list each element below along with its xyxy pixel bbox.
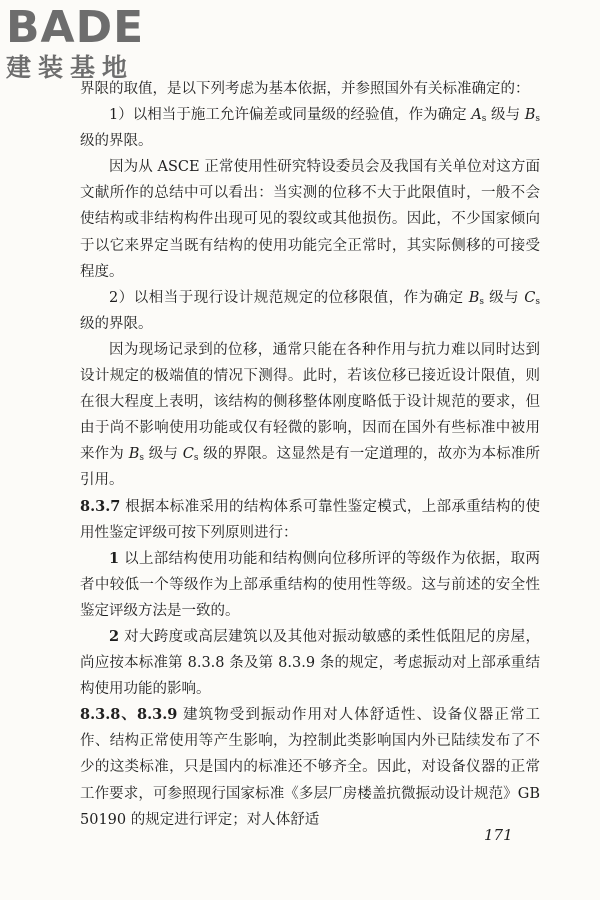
paragraph-item-2: 2）以相当于现行设计规范规定的位移限值，作为确定 $B_s$ 级与 $C_s$ 级的界限。: [80, 289, 540, 332]
clause-2: 2 对大跨度或高层建筑以及其他对振动敏感的柔性低阻尼的房屋，尚应按本标准第 8.3.8 条及第 8.3.9 条的规定，考虑振动对上部承重结构使用功能的影响。: [80, 627, 540, 698]
paragraph-item-1: 1）以相当于施工允许偏差或同量级的经验值，作为确定 $A_s$ 级与 $B_s$ 级的界限。: [80, 107, 540, 150]
paragraph-explanation-2: 因为现场记录到的位移，通常只能在各种作用与抗力难以同时达到设计规定的极端值的情况下测得。此时，若该位移已接近设计限值，则在很大程度上表明，该结构的侧移整体刚度略低于设计规范的要求，但由于尚不影响使用功能或仅有轻微的影响，因而在国外有些标准中被用来作为 $B_s$ 级与 $C_s$ 级的界限。这显然是有一定道理的，故亦为本标准所引用。: [80, 341, 541, 489]
section-8-3-8-9: 8.3.8、8.3.9 建筑物受到振动作用对人体舒适性、设备仪器正常工作、结构正常使用等产生影响，为控制此类影响国内外已陆续发布了不少的这类标准，只是国内的标准还不够齐全。因此，对设备仪器的正常工作要求，可参照现行国家标准《多层厂房楼盖抗微振动设计规范》GB 50190 的规定进行评定；对人体舒适: [80, 706, 541, 828]
clause-1: 1 以上部结构使用功能和结构侧向位移所评的等级作为依据，取两者中较低一个等级作为上部承重结构的使用性等级。这与前述的安全性鉴定评级方法是一致的。: [80, 549, 540, 619]
paragraph-explanation-1: 因为从 ASCE 正常使用性研究特设委员会及我国有关单位对这方面文献所作的总结中可以看出：当实测的位移不大于此限值时，一般不会使结构或非结构构件出现可见的裂纹或其他损伤。因此，不少国家倾向于以它来界定当既有结构的使用功能完全正常时，其实际侧移的可接受程度。: [80, 159, 540, 280]
logo-subtitle: 建装基地: [6, 53, 135, 82]
logo-wordmark: BADE: [6, 2, 145, 53]
paragraph-intro: 界限的取值，是以下列考虑为基本依据，并参照国外有关标准确定的：: [80, 81, 530, 97]
watermark-logo: [6, 4, 176, 82]
page-body: [80, 76, 540, 833]
page-number: 171: [484, 826, 513, 844]
section-8-3-7: 8.3.7 根据本标准采用的结构体系可靠性鉴定模式，上部承重结构的使用性鉴定评级可按下列原则进行：: [80, 497, 540, 541]
